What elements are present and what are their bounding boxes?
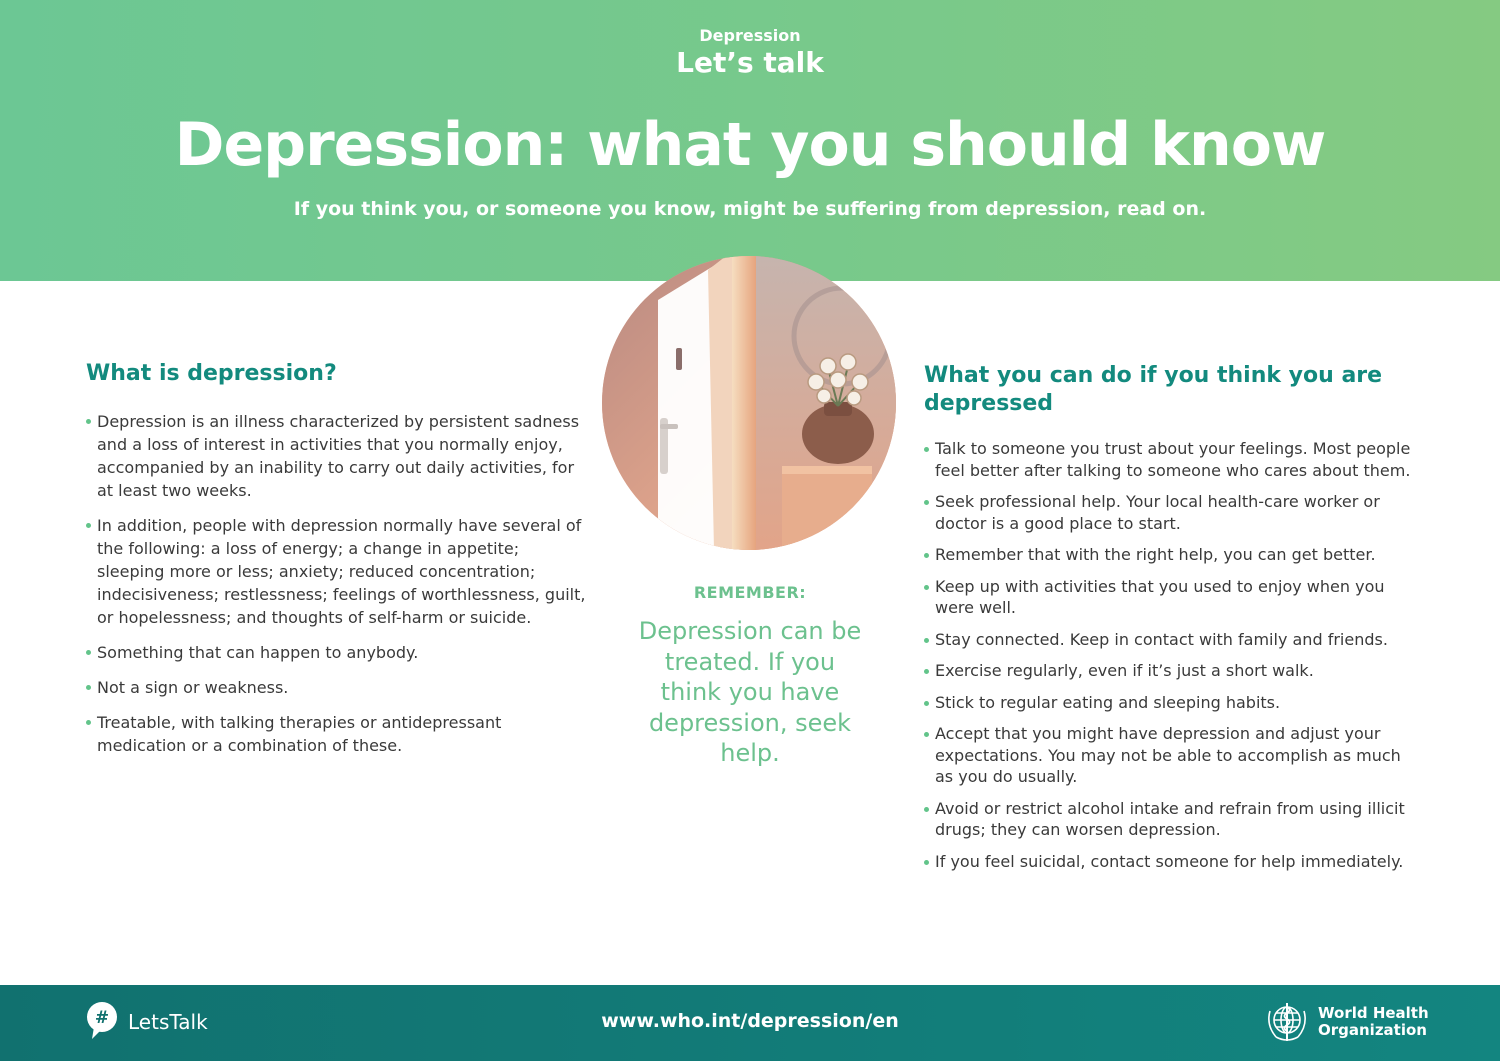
hash-symbol: # [94, 1008, 110, 1028]
page-title: Depression: what you should know [174, 110, 1326, 180]
who-name-line2: Organization [1318, 1021, 1427, 1039]
campaign-tagline: Let’s talk [676, 46, 824, 79]
what-you-can-do-section [924, 362, 1424, 882]
list-item: Talk to someone you trust about your feelings. Most people feel better after talking to someone who cares about them. [924, 438, 1424, 481]
list-item: Keep up with activities that you used to enjoy when you were well. [924, 576, 1424, 619]
illustration-art [602, 256, 896, 550]
list-item: Exercise regularly, even if it’s just a short walk. [924, 660, 1424, 682]
list-item: If you feel suicidal, contact someone for help immediately. [924, 851, 1424, 873]
page-subtitle: If you think you, or someone you know, might be suffering from depression, read on. [293, 198, 1207, 220]
who-logo [1262, 997, 1429, 1047]
list-item: Treatable, with talking therapies or antidepressant medication or a combination of these. [86, 711, 586, 757]
what-you-can-do-list [924, 438, 1424, 872]
who-name [1318, 1005, 1429, 1039]
header-banner [0, 0, 1500, 281]
list-item: Stick to regular eating and sleeping habits. [924, 692, 1424, 714]
what-you-can-do-heading: What you can do if you think you are depressed [924, 363, 1383, 416]
list-item: Avoid or restrict alcohol intake and refrain from using illicit drugs; they can worsen depression. [924, 798, 1424, 841]
list-item: In addition, people with depression normally have several of the following: a loss of energy; a change in appetite; sleeping more or less; anxiety; reduced concentration; indecisiveness; restlessness; feelings of worthlessness, guilt, or hopelessness; and thoughts of self-harm or suicide. [86, 514, 586, 629]
door-vase-illustration [602, 256, 896, 550]
list-item: Seek professional help. Your local health-care worker or doctor is a good place to start. [924, 491, 1424, 534]
website-url[interactable]: www.who.int/depression/en [601, 1010, 899, 1032]
list-item: Accept that you might have depression and adjust your expectations. You may not be able to accomplish as much as you do usually. [924, 723, 1424, 788]
what-is-depression-list [86, 410, 586, 757]
what-is-depression-heading: What is depression? [86, 361, 337, 386]
remember-callout [620, 583, 880, 769]
what-is-depression-section [86, 360, 586, 769]
campaign-name: Depression [699, 26, 801, 45]
list-item: Remember that with the right help, you can get better. [924, 544, 1424, 566]
remember-label: REMEMBER: [693, 583, 807, 602]
list-item: Depression is an illness characterized by persistent sadness and a loss of interest in activities that you normally enjoy, accompanied by an inability to carry out daily activities, for at least two weeks. [86, 410, 586, 502]
who-emblem-icon [1262, 997, 1312, 1047]
list-item: Not a sign or weakness. [86, 676, 586, 699]
who-name-line1: World Health [1318, 1004, 1429, 1022]
remember-message: Depression can be treated. If you think you have depression, seek help. [638, 617, 862, 767]
list-item: Something that can happen to anybody. [86, 641, 586, 664]
list-item: Stay connected. Keep in contact with family and friends. [924, 629, 1424, 651]
hashtag-label: LetsTalk [128, 1010, 208, 1034]
